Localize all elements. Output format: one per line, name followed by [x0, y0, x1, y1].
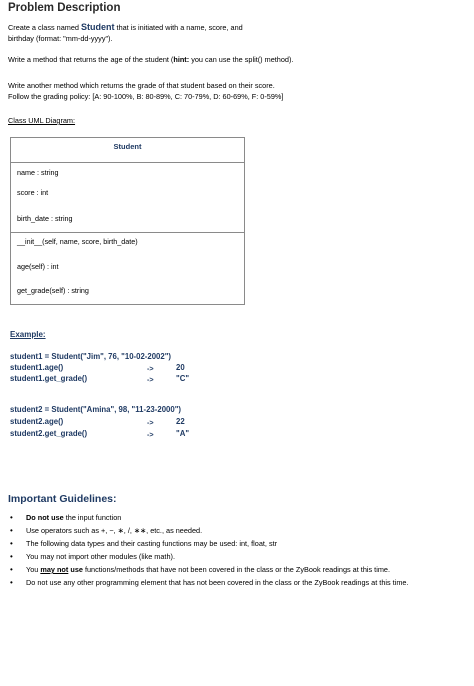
example-result: "A"	[176, 429, 190, 438]
method-age-prefix: Write a method that returns the age of the student (	[8, 55, 174, 64]
guideline-item	[10, 512, 470, 523]
guideline-strong: may not	[40, 565, 69, 574]
guideline-item	[10, 551, 470, 562]
arrow-icon: ->	[147, 418, 154, 427]
guideline-text: functions/methods that have not been covered in the class or the ZyBook readings at this time.	[82, 565, 390, 574]
uml-divider	[11, 232, 244, 233]
guideline-item	[10, 564, 470, 575]
arrow-icon: ->	[147, 375, 154, 384]
example-call: student2.age()	[10, 417, 64, 426]
uml-attribute: score : int	[17, 188, 49, 197]
example-result: 22	[176, 417, 185, 426]
uml-diagram	[10, 137, 245, 305]
example-creation-1: student1 = Student("Jim", 76, "10-02-2002")	[10, 352, 172, 361]
guideline-item	[10, 577, 470, 588]
bullet-icon: •	[10, 578, 13, 587]
arrow-icon: ->	[147, 364, 154, 373]
guideline-text: Do not use any other programming element that has not been covered in the class or the ZyBook readings at this time.	[26, 578, 409, 587]
example-call: student2.get_grade()	[10, 429, 88, 438]
example-call: student1.age()	[10, 363, 64, 372]
uml-class-name: Student	[11, 138, 244, 163]
example-call: student1.get_grade()	[10, 374, 88, 383]
guidelines-title: Important Guidelines:	[8, 493, 117, 505]
bullet-icon: •	[10, 539, 13, 548]
hint-label: hint:	[173, 55, 190, 64]
method-grade-line-1: Write another method which returns the grade of that student based on their score.	[8, 81, 275, 90]
method-age-suffix: you can use the split() method).	[189, 55, 294, 64]
guideline-text: The following data types and their casting functions may be used: int, float, str	[26, 539, 278, 548]
guideline-text: Use operators such as +, −, ∗, /, ∗∗, etc., as needed.	[26, 526, 203, 535]
guideline-item	[10, 538, 470, 549]
intro-prefix: Create a class named	[8, 23, 82, 32]
arrow-icon: ->	[147, 430, 154, 439]
example-creation-2: student2 = Student("Amina", 98, "11-23-2000")	[10, 405, 181, 414]
method-age-text	[8, 55, 293, 65]
example-result: 20	[176, 363, 185, 372]
intro-class-name: Student	[81, 22, 115, 32]
uml-method: age(self) : int	[17, 262, 59, 271]
page-title: Problem Description	[8, 2, 121, 14]
bullet-icon: •	[10, 552, 13, 561]
intro-line-2: birthday (format: "mm-dd-yyyy").	[8, 34, 113, 43]
method-grade-line-2: Follow the grading policy: [A: 90-100%, B: 80-89%, C: 70-79%, D: 60-69%, F: 0-59%]	[8, 92, 284, 101]
guideline-item	[10, 525, 470, 536]
uml-method: get_grade(self) : string	[17, 286, 89, 295]
uml-attribute: name : string	[17, 168, 59, 177]
guideline-strong: Do not use	[26, 513, 64, 522]
intro-line-1	[8, 22, 243, 33]
example-result: "C"	[176, 374, 190, 383]
bullet-icon: •	[10, 513, 13, 522]
example-title: Example:	[10, 330, 46, 339]
uml-method: __init__(self, name, score, birth_date)	[17, 237, 138, 246]
bullet-icon: •	[10, 565, 13, 574]
intro-suffix: that is initiated with a name, score, and	[114, 23, 243, 32]
uml-attribute: birth_date : string	[17, 214, 73, 223]
guideline-text: You may not import other modules (like math).	[26, 552, 175, 561]
guideline-text: You	[26, 565, 41, 574]
guideline-text: the input function	[63, 513, 122, 522]
uml-title: Class UML Diagram:	[8, 116, 76, 125]
guideline-strong: use	[68, 565, 83, 574]
guidelines-list	[10, 512, 470, 590]
bullet-icon: •	[10, 526, 13, 535]
